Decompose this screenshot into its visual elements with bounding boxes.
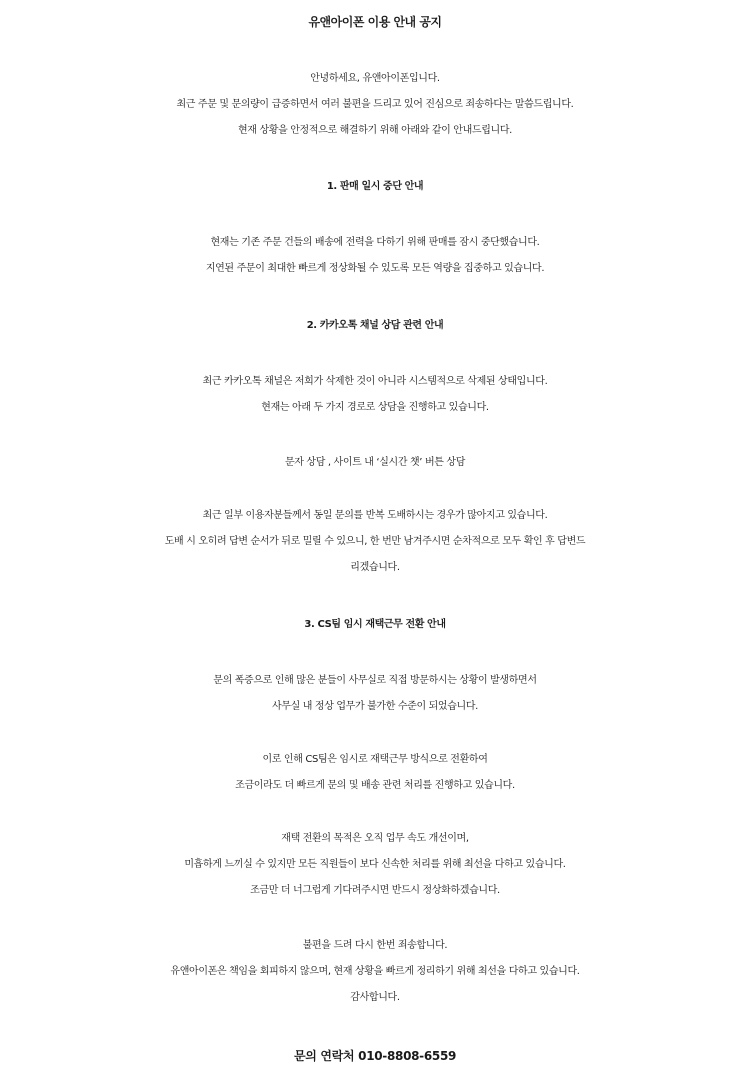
- intro-line: 안녕하세요, 유앤아이폰입니다.: [310, 73, 440, 84]
- section2-notice-line: 리겠습니다.: [350, 562, 400, 573]
- section1-heading: 1. 판매 일시 중단 안내: [326, 181, 424, 192]
- section3-line: 미흡하게 느끼실 수 있지만 모든 직원들이 보다 신속한 처리를 위해 최선을 다하고 있습니다.: [184, 859, 566, 870]
- contact-phone: 문의 연락처 010-8808-6559: [293, 1049, 457, 1063]
- section3-line: 이로 인해 CS팀은 임시로 재택근무 방식으로 전환하여: [262, 754, 488, 765]
- notice-title: 유앤아이폰 이용 안내 공지: [308, 15, 442, 29]
- section2-line: 현재는 아래 두 가지 경로로 상담을 진행하고 있습니다.: [261, 402, 489, 413]
- section3-line: 사무실 내 정상 업무가 불가한 수준이 되었습니다.: [271, 701, 478, 712]
- intro-line: 최근 주문 및 문의량이 급증하면서 여러 불편을 드리고 있어 진심으로 죄송하다는 말씀드립니다.: [176, 99, 574, 110]
- section1-line: 지연된 주문이 최대한 빠르게 정상화될 수 있도록 모든 역량을 집중하고 있습니다.: [205, 263, 545, 274]
- closing-line: 불편을 드려 다시 한번 죄송합니다.: [302, 940, 448, 951]
- section3-line: 문의 폭증으로 인해 많은 분들이 사무실로 직접 방문하시는 상황이 발생하면서: [213, 675, 537, 686]
- section1-body: [0, 230, 750, 282]
- section3-line: 조금이라도 더 빠르게 문의 및 배송 관련 처리를 진행하고 있습니다.: [235, 780, 515, 791]
- section1-line: 현재는 기존 주문 건들의 배송에 전력을 다하기 위해 판매를 잠시 중단했습니다.: [210, 237, 540, 248]
- closing-line: 유앤아이폰은 책임을 회피하지 않으며, 현재 상황을 빠르게 정리하기 위해 최선을 다하고 있습니다.: [170, 966, 580, 977]
- intro-line: 현재 상황을 안정적으로 해결하기 위해 아래와 같이 안내드립니다.: [238, 125, 512, 136]
- section2-line: 최근 카카오톡 채널은 저희가 삭제한 것이 아니라 시스템적으로 삭제된 상태입니다.: [202, 376, 548, 387]
- section2-body: [0, 369, 750, 421]
- section3-para2: [0, 747, 750, 799]
- section3-para3: [0, 826, 750, 904]
- section3-heading: 3. CS팀 임시 재택근무 전환 안내: [304, 619, 446, 630]
- intro-paragraph: [0, 66, 750, 144]
- section2-notice: [0, 503, 750, 581]
- section2-notice-line: 최근 일부 이용자분들께서 동일 문의를 반복 도배하시는 경우가 많아지고 있습니다.: [202, 510, 548, 521]
- section3-line: 재택 전환의 목적은 오직 업무 속도 개선이며,: [281, 833, 469, 844]
- section3-line: 조금만 더 너그럽게 기다려주시면 반드시 정상화하겠습니다.: [250, 885, 500, 896]
- section3-para1: [0, 668, 750, 720]
- section2-heading: 2. 카카오톡 채널 상담 관련 안내: [306, 320, 444, 331]
- closing-line: 감사합니다.: [350, 992, 400, 1003]
- consultation-channels: 문자 상담 , 사이트 내 ‘실시간 챗’ 버튼 상담: [284, 457, 466, 468]
- section2-notice-line: 도배 시 오히려 답변 순서가 뒤로 밀릴 수 있으니, 한 번만 남겨주시면 순차적으로 모두 확인 후 답변드: [164, 536, 586, 547]
- closing-paragraph: [0, 933, 750, 1011]
